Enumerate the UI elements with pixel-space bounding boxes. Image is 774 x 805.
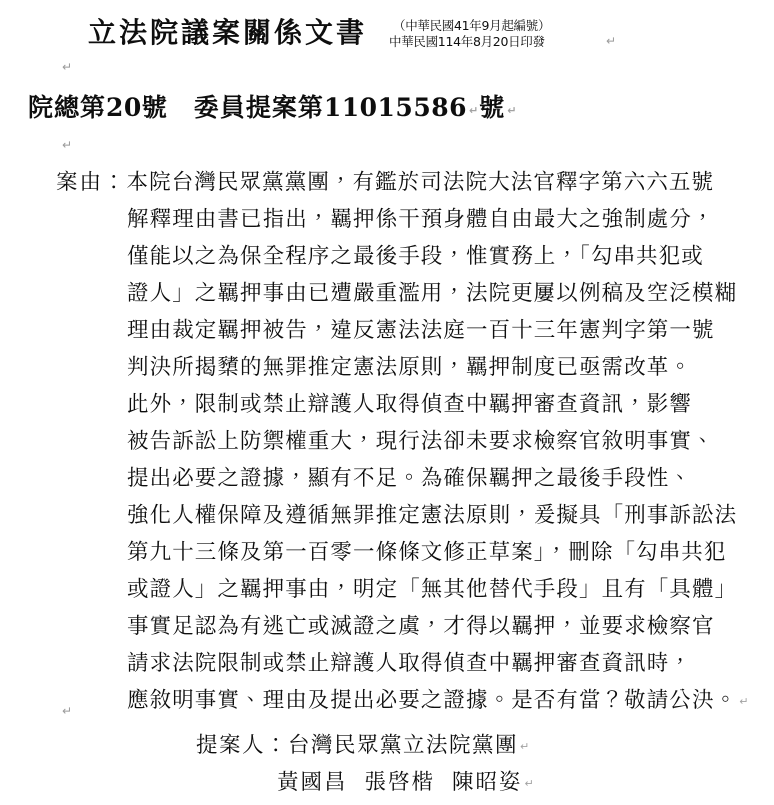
proposer-label: 提案人：	[196, 733, 289, 758]
body-line	[56, 386, 728, 423]
return-mark-icon: ↵	[62, 60, 73, 74]
body-line	[56, 201, 728, 238]
body-line-text: 此外，限制或禁止辯護人取得偵查中羈押審查資訊，影響	[127, 392, 693, 417]
house-number-value: 20	[106, 93, 142, 122]
body-line	[56, 238, 728, 275]
proposer-name: 張啓楷	[364, 770, 436, 795]
document-header	[0, 8, 774, 60]
body-line	[56, 571, 738, 608]
body-line	[56, 275, 738, 312]
body-line	[56, 460, 728, 497]
body-line-text: 提出必要之證據，顯有不足。為確保羈押之最後手段性、	[127, 466, 693, 491]
page-title: 立法院議案關係文書	[88, 16, 368, 49]
return-mark-icon: ↵	[469, 104, 480, 117]
body-line	[56, 349, 728, 386]
body-line-text: 被告訴訟上防禦權重大，現行法卻未要求檢察官敘明事實、	[127, 429, 715, 454]
body-line-text: 強化人權保障及遵循無罪推定憲法原則，爰擬具「刑事訴訟法	[127, 503, 738, 528]
body-line	[56, 497, 738, 534]
return-mark-icon: ↵	[606, 34, 617, 48]
house-number-unit: 號	[141, 93, 168, 122]
proposer-value: 台灣民眾黨立法院黨團	[288, 733, 519, 758]
return-mark-icon: ↵	[524, 777, 536, 790]
body-line-text: 理由裁定羈押被告，違反憲法法庭一百十三年憲判字第一號	[127, 318, 715, 343]
return-mark-icon: ↵	[507, 104, 518, 117]
proposer-line	[0, 728, 774, 765]
signature-block	[0, 728, 774, 802]
return-mark-icon: ↵	[62, 704, 73, 718]
body-line-text: 證人」之羈押事由已遭嚴重濫用，法院更屢以例稿及空泛模糊	[127, 281, 738, 306]
body-line-text: 僅能以之為保全程序之最後手段，惟實務上，「勾串共犯或	[127, 244, 704, 269]
case-reason-body	[56, 164, 750, 719]
proposer-name: 陳昭姿	[452, 770, 523, 795]
body-line-text: 第九十三條及第一百零一條條文修正草案」，刪除「勾串共犯	[127, 540, 727, 565]
return-mark-icon: ↵	[520, 740, 531, 753]
body-line	[56, 682, 750, 719]
proposer-names-line	[0, 765, 774, 802]
body-line-text: 請求法院限制或禁止辯護人取得偵查中羈押審查資訊時，	[127, 651, 693, 676]
house-number-label: 院總第	[28, 93, 107, 122]
return-mark-icon: ↵	[739, 695, 750, 708]
body-line	[56, 608, 728, 645]
body-line-text: 事實足認為有逃亡或滅證之虞，才得以羈押，並要求檢察官	[127, 614, 715, 639]
proposal-number-unit: 號	[479, 93, 506, 122]
document-numbers	[28, 88, 517, 124]
return-mark-icon: ↵	[62, 138, 73, 152]
body-line-text: 解釋理由書已指出，羈押係干預身體自由最大之強制處分，	[127, 207, 715, 232]
body-line	[56, 534, 728, 571]
body-line	[56, 312, 728, 349]
case-reason-label: 案由：	[56, 170, 127, 195]
body-line-text: 或證人」之羈押事由，明定「無其他替代手段」且有「具體」	[127, 577, 738, 602]
body-line	[56, 423, 728, 460]
proposer-name: 黃國昌	[277, 770, 348, 795]
proposal-number-value: 11015586	[323, 93, 468, 122]
body-line	[56, 645, 728, 682]
body-line-text: 應敘明事實、理由及提出必要之證據。是否有當？敬請公決。	[127, 688, 738, 713]
body-line	[56, 164, 728, 201]
body-line-text: 判決所揭櫫的無罪推定憲法原則，羈押制度已亟需改革。	[127, 355, 693, 380]
header-note-numbering-since: （中華民國41年9月起編號）	[393, 18, 551, 33]
header-issue-note	[389, 18, 550, 49]
proposal-number-label: 委員提案第	[193, 93, 324, 122]
header-note-print-date: 中華民國114年8月20日印發	[389, 33, 545, 49]
body-line-text: 本院台灣民眾黨黨團，有鑑於司法院大法官釋字第六六五號	[126, 170, 715, 195]
